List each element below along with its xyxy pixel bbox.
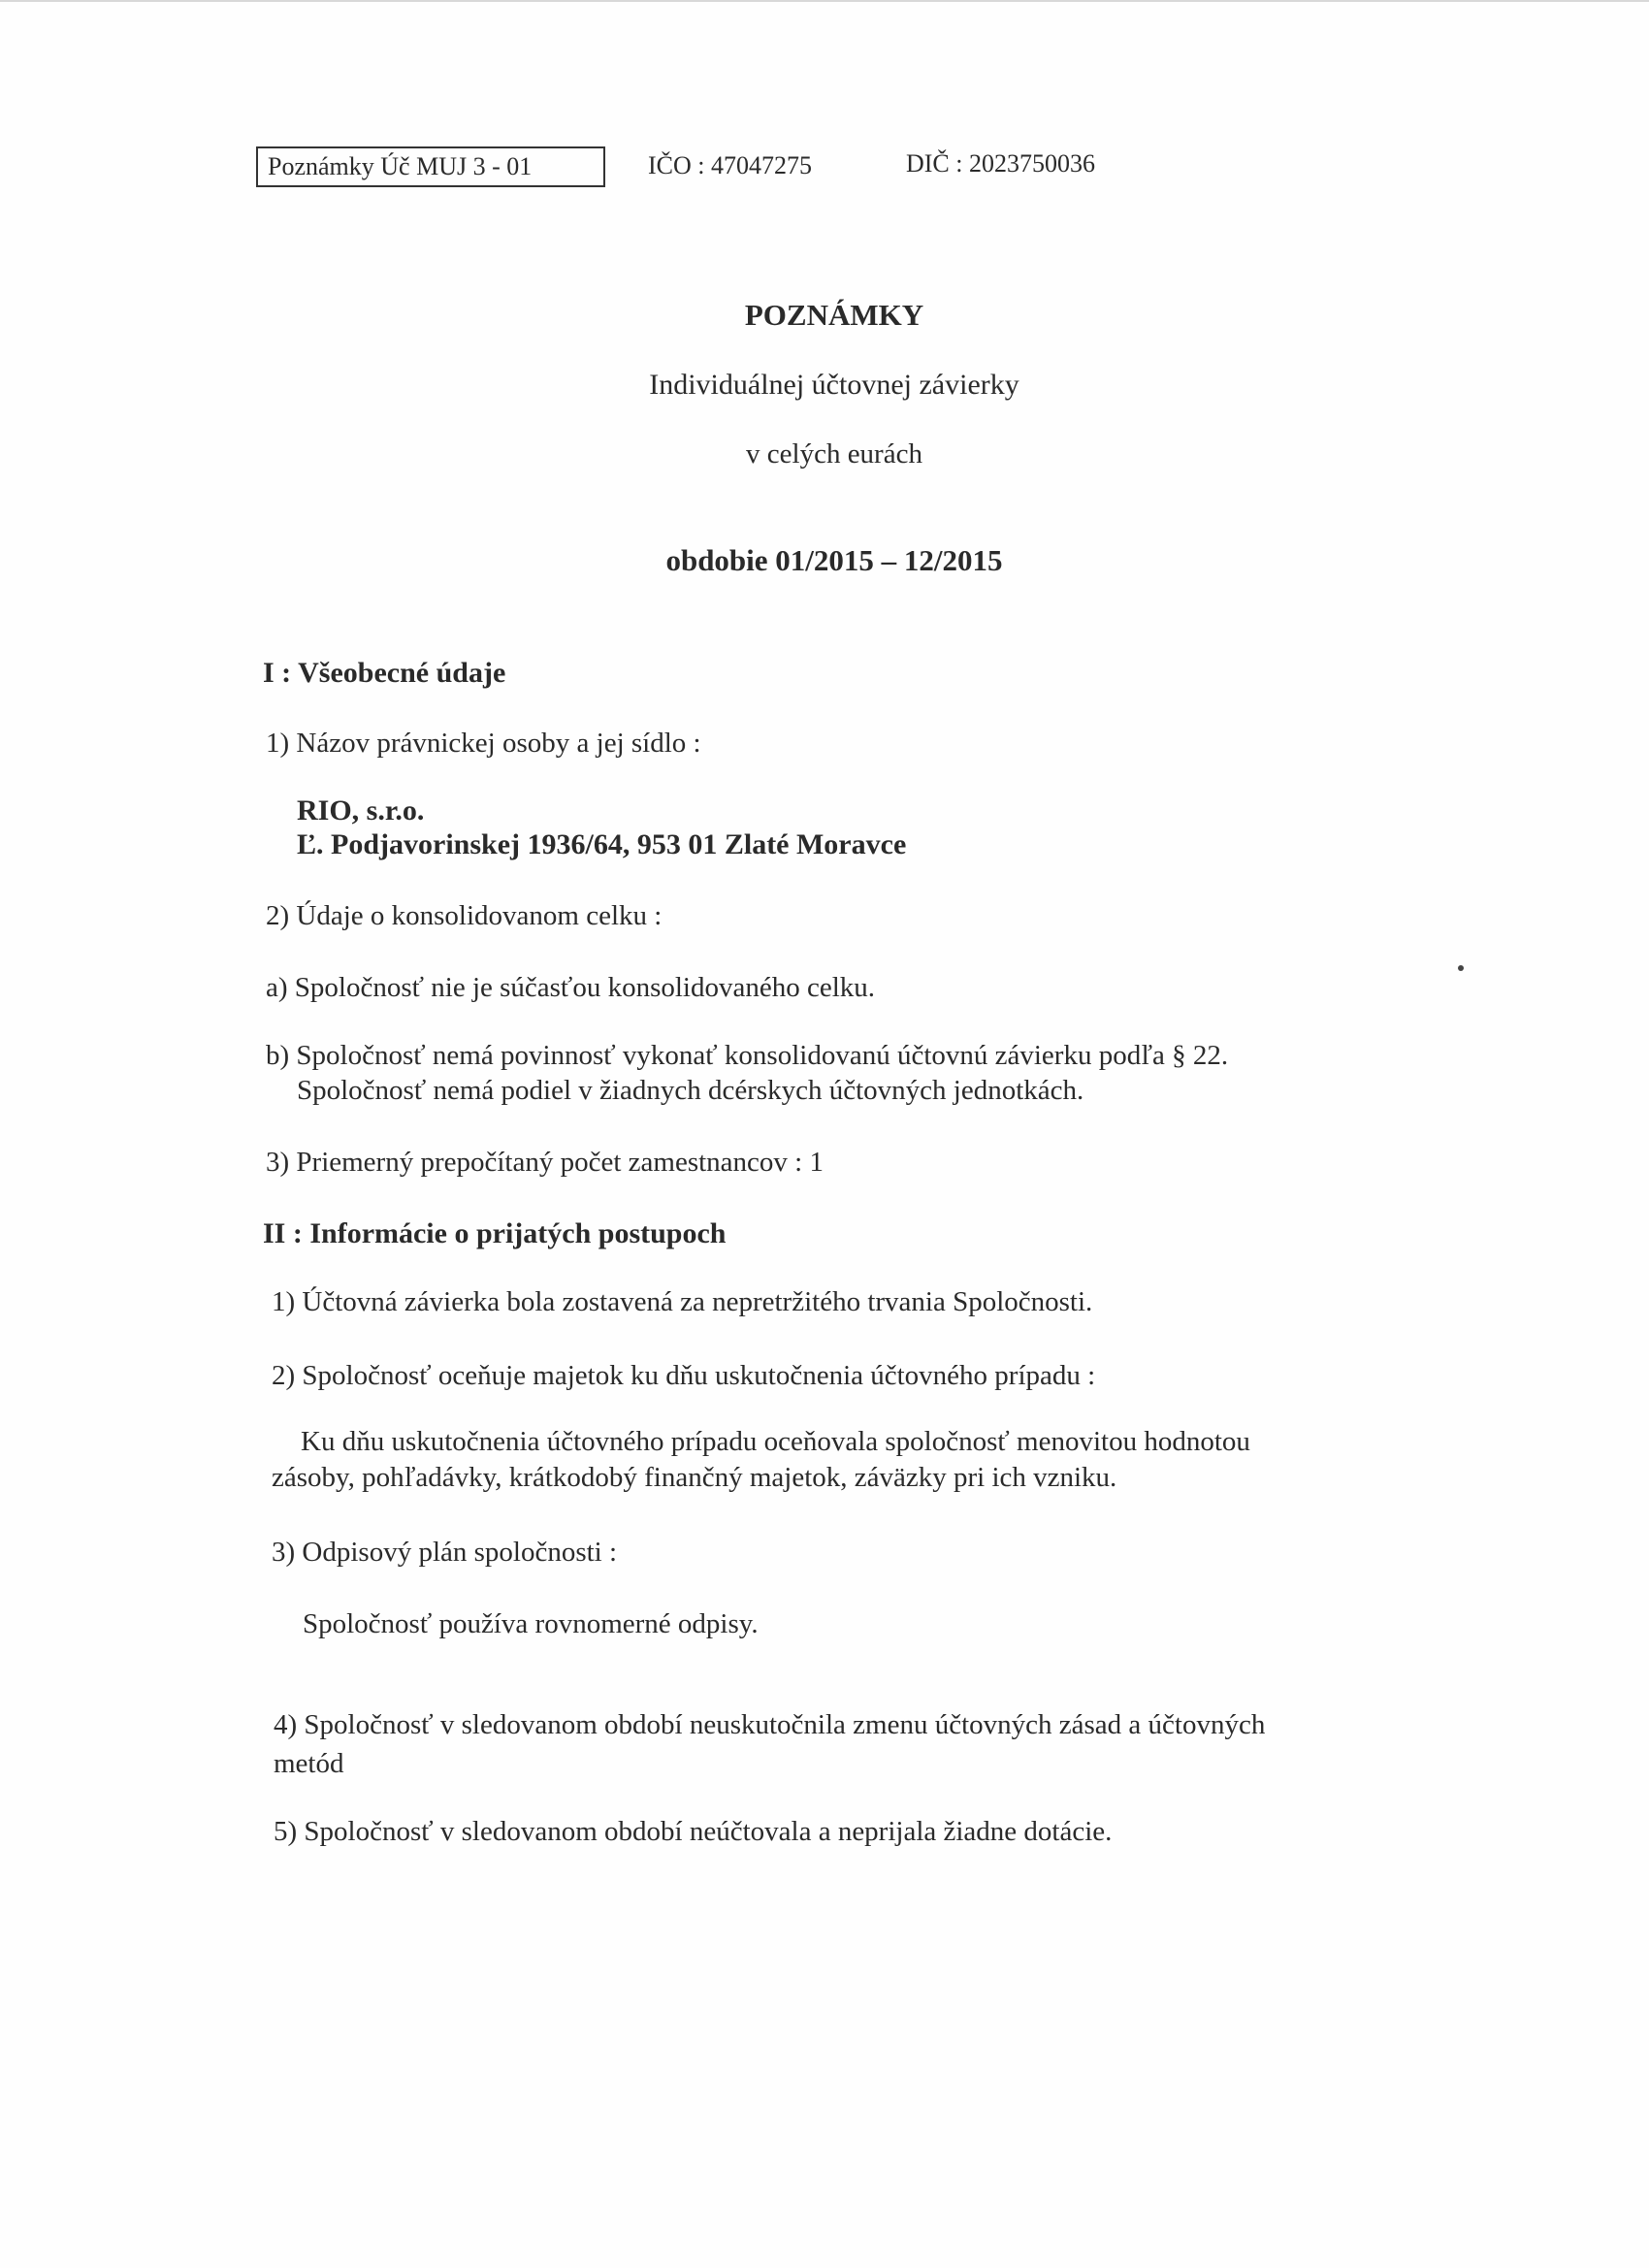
section-1-item-2b-line-2: Spoločnosť nemá podiel v žiadnych dcérskych účtovných jednotkách. (297, 1075, 1084, 1106)
document-title: POZNÁMKY (744, 298, 924, 332)
dic-number: DIČ : 2023750036 (906, 149, 1095, 178)
section-2-item-2-text-line-1: Ku dňu uskutočnenia účtovného prípadu oceňovala spoločnosť menovitou hodnotou (301, 1426, 1250, 1457)
section-2-item-1: 1) Účtovná závierka bola zostavená za nepretržitého trvania Spoločnosti. (272, 1286, 1093, 1317)
section-1-item-2a: a) Spoločnosť nie je súčasťou konsolidovaného celku. (266, 972, 876, 1003)
scan-speck (1458, 965, 1464, 971)
scan-top-edge (0, 0, 1649, 2)
section-2-item-2-text-line-2: zásoby, pohľadávky, krátkodobý finančný majetok, záväzky pri ich vzniku. (272, 1462, 1117, 1493)
form-code-box: Poznámky Úč MUJ 3 - 01 (256, 146, 605, 187)
section-2-item-4-line-1: 4) Spoločnosť v sledovanom období neuskutočnila zmenu účtovných zásad a účtovných (274, 1709, 1266, 1740)
section-1-item-2: 2) Údaje o konsolidovanom celku : (266, 900, 663, 931)
section-2-item-3-text: Spoločnosť používa rovnomerné odpisy. (303, 1608, 759, 1639)
reporting-period: obdobie 01/2015 – 12/2015 (665, 543, 1003, 577)
ico-number: IČO : 47047275 (648, 151, 812, 179)
company-name: RIO, s.r.o. (297, 794, 425, 826)
section-2-heading: II : Informácie o prijatých postupoch (263, 1217, 727, 1249)
section-1-item-1: 1) Názov právnickej osoby a jej sídlo : (266, 728, 701, 759)
company-address: Ľ. Podjavorinskej 1936/64, 953 01 Zlaté Moravce (297, 828, 907, 860)
section-2-item-5: 5) Spoločnosť v sledovanom období neúčtovala a neprijala žiadne dotácie. (274, 1816, 1113, 1847)
section-2-item-4-line-2: metód (274, 1748, 344, 1779)
currency-note: v celých eurách (746, 438, 922, 470)
section-2-item-2: 2) Spoločnosť oceňuje majetok ku dňu uskutočnenia účtovného prípadu : (272, 1360, 1096, 1391)
section-1-item-2b-line-1: b) Spoločnosť nemá povinnosť vykonať konsolidovanú účtovnú závierku podľa § 22. (266, 1040, 1229, 1071)
section-1-heading: I : Všeobecné údaje (263, 657, 506, 689)
document-subtitle: Individuálnej účtovnej závierky (649, 369, 1019, 401)
section-2-item-3: 3) Odpisový plán spoločnosti : (272, 1537, 618, 1568)
section-1-item-3: 3) Priemerný prepočítaný počet zamestnancov : 1 (266, 1147, 824, 1178)
